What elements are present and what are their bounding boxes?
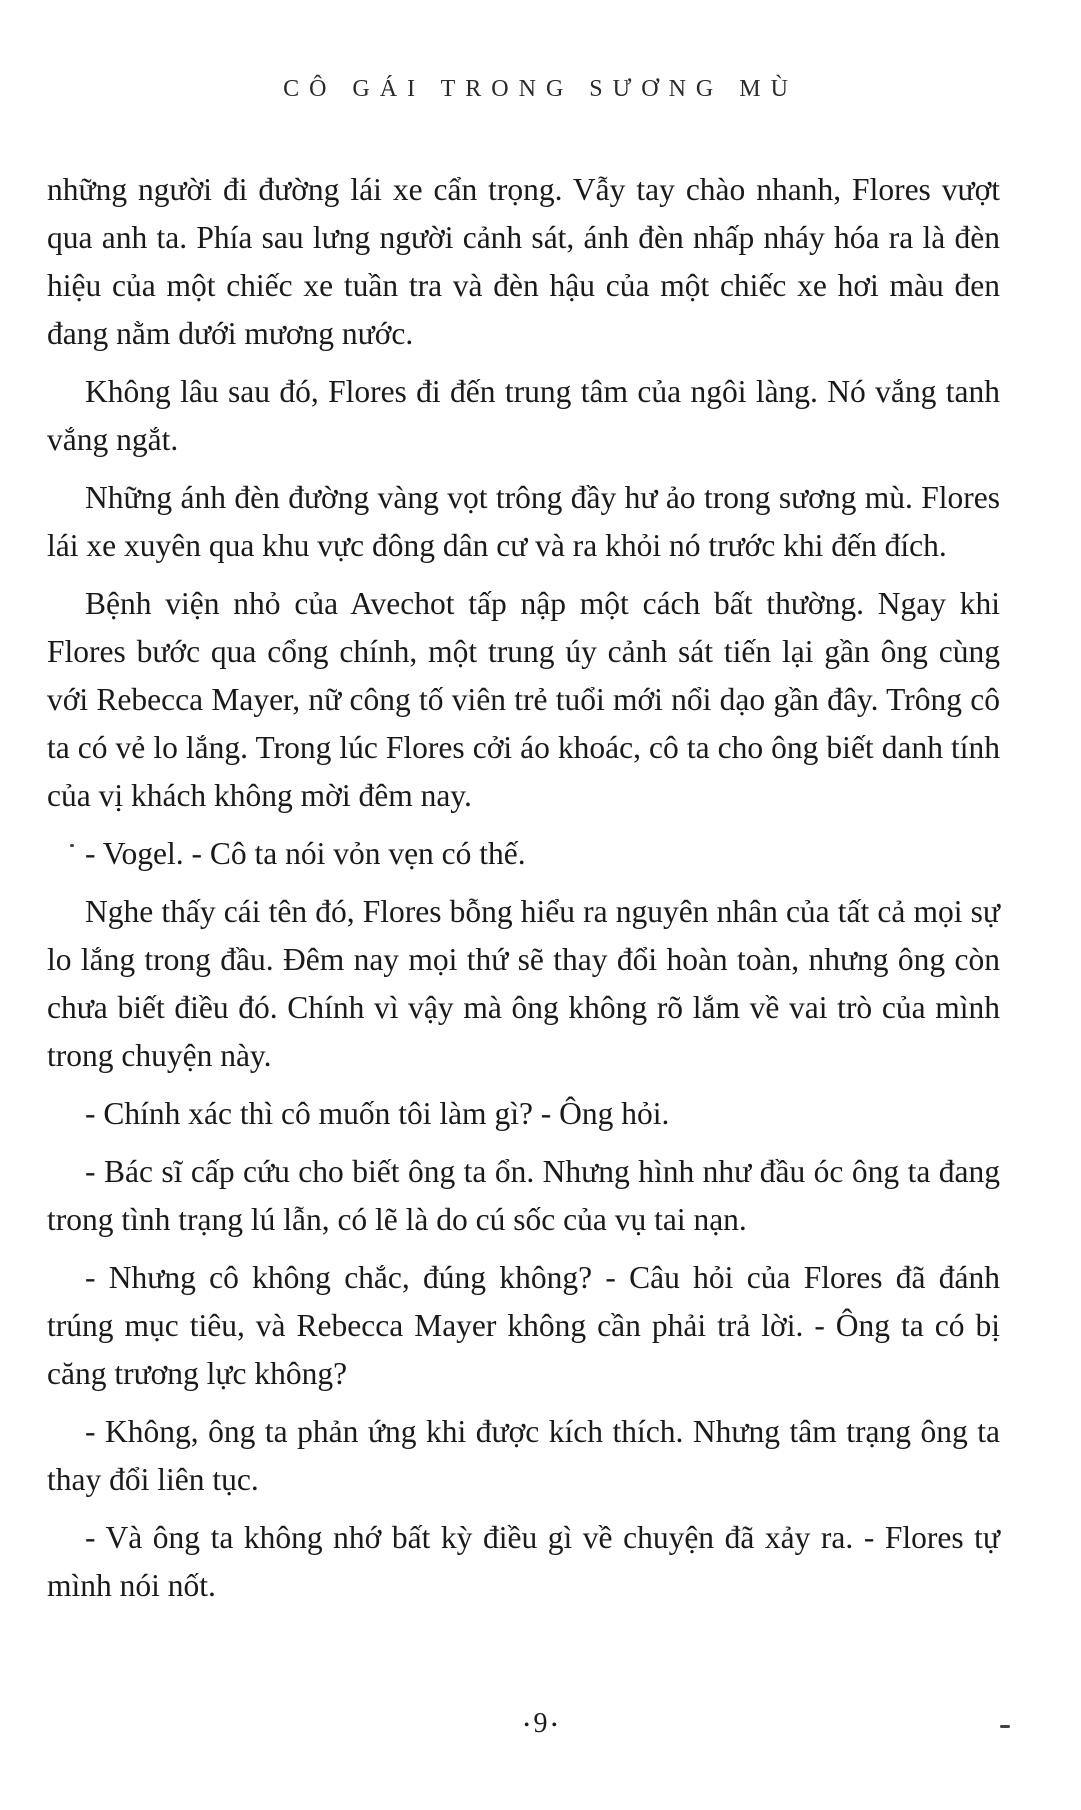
paragraph: Nghe thấy cái tên đó, Flores bỗng hiểu ra nguyên nhân của tất cả mọi sự lo lắng trong đầu. Đêm nay mọi thứ sẽ thay đổi hoàn toàn, nhưng ông còn chưa biết điều đó. Chính vì vậy mà ông không rõ lắm về vai trò của mình trong chuyện này. [47,894,1000,1073]
scan-speck [70,844,74,847]
paragraph-continued: những người đi đường lái xe cẩn trọng. Vẫy tay chào nhanh, Flores vượt qua anh ta. Phía sau lưng người cảnh sát, ánh đèn nhấp nháy hóa ra là đèn hiệu của một chiếc xe tuần tra và đèn hậu của một chiếc xe hơi màu đen đang nằm dưới mương nước. [47,172,1000,351]
folio-ornament-right: • [551,1716,558,1734]
dialogue-line: - Vogel. - Cô ta nói vỏn vẹn có thế. [85,836,526,871]
page-number [0,1708,1081,1740]
dialogue-line: - Và ông ta không nhớ bất kỳ điều gì về chuyện đã xảy ra. - Flores tự mình nói nốt. [47,1520,1000,1603]
dialogue-line: - Bác sĩ cấp cứu cho biết ông ta ổn. Nhưng hình như đầu óc ông ta đang trong tình trạng lú lẫn, có lẽ là do cú sốc của vụ tai nạn. [47,1154,1000,1237]
running-title: CÔ GÁI TRONG SƯƠNG MÙ [283,76,798,102]
paragraph: Những ánh đèn đường vàng vọt trông đầy hư ảo trong sương mù. Flores lái xe xuyên qua khu vực đông dân cư và ra khỏi nó trước khi đến đích. [47,480,1000,563]
paragraph: Không lâu sau đó, Flores đi đến trung tâm của ngôi làng. Nó vắng tanh vắng ngắt. [47,374,1000,457]
dialogue-line: - Chính xác thì cô muốn tôi làm gì? - Ông hỏi. [85,1096,670,1131]
body-text [47,166,1000,1620]
page-number-value: 9 [533,1708,548,1739]
paragraph: Bệnh viện nhỏ của Avechot tấp nập một cách bất thường. Ngay khi Flores bước qua cổng chính, một trung úy cảnh sát tiến lại gần ông cùng với Rebecca Mayer, nữ công tố viên trẻ tuổi mới nổi dạo gần đây. Trông cô ta có vẻ lo lắng. Trong lúc Flores cởi áo khoác, cô ta cho ông biết danh tính của vị khách không mời đêm nay. [47,586,1000,813]
dialogue-line: - Nhưng cô không chắc, đúng không? - Câu hỏi của Flores đã đánh trúng mục tiêu, và Rebecca Mayer không cần phải trả lời. - Ông ta có bị căng trương lực không? [47,1260,1000,1391]
dialogue-line: - Không, ông ta phản ứng khi được kích thích. Nhưng tâm trạng ông ta thay đổi liên tục. [47,1414,1000,1497]
scan-speck [1000,1725,1010,1728]
folio-ornament-left: • [523,1716,530,1734]
